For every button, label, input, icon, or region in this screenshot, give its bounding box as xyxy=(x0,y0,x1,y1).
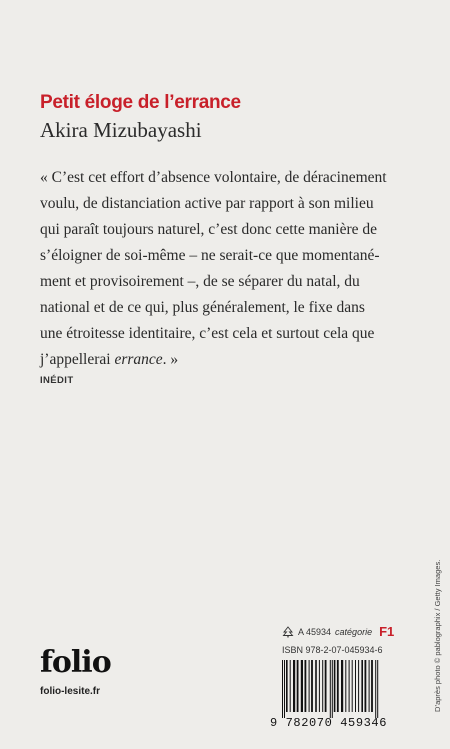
category-code: F1 xyxy=(379,624,395,639)
publisher-logo: folio xyxy=(40,645,111,680)
quote-line: ment et provisoirement –, de se séparer du natal, du xyxy=(40,273,360,290)
quote-line: national et de ce qui, plus généralement, le fixe dans xyxy=(40,299,365,316)
quote-last-start: j’appellerai xyxy=(40,351,115,368)
barcode-digits: 9 782070 459346 xyxy=(270,716,388,730)
category-label: catégorie xyxy=(335,626,373,637)
catalog-line xyxy=(282,624,394,639)
publisher-site: folio-lesite.fr xyxy=(40,686,101,697)
book-title: Petit éloge de l’errance xyxy=(40,92,241,113)
barcode xyxy=(282,660,418,718)
isbn: ISBN 978-2-07-045934-6 xyxy=(282,645,383,655)
photo-credit: D’après photo © pablographix / Getty Images. xyxy=(433,559,442,712)
quote-line: « C’est cet effort d’absence volontaire, de déracinement xyxy=(40,169,387,186)
tree-icon xyxy=(282,626,294,638)
quote-line: voulu, de distanciation active par rapport à son milieu xyxy=(40,195,374,212)
back-cover-quote xyxy=(40,165,415,373)
quote-line: qui paraît toujours naturel, c’est donc cette manière de xyxy=(40,221,377,238)
quote-last-line xyxy=(40,347,415,373)
quote-line: s’éloigner de soi-même – ne serait-ce que momentané- xyxy=(40,247,380,264)
catalog-code: A 45934 xyxy=(298,626,332,637)
quote-last-end: . » xyxy=(162,351,179,368)
quote-italic-word: errance xyxy=(114,351,163,368)
inedit-label: INÉDIT xyxy=(40,375,74,386)
quote-line: une étroitesse identitaire, c’est cela et surtout cela que xyxy=(40,325,375,342)
book-author: Akira Mizubayashi xyxy=(40,118,202,142)
